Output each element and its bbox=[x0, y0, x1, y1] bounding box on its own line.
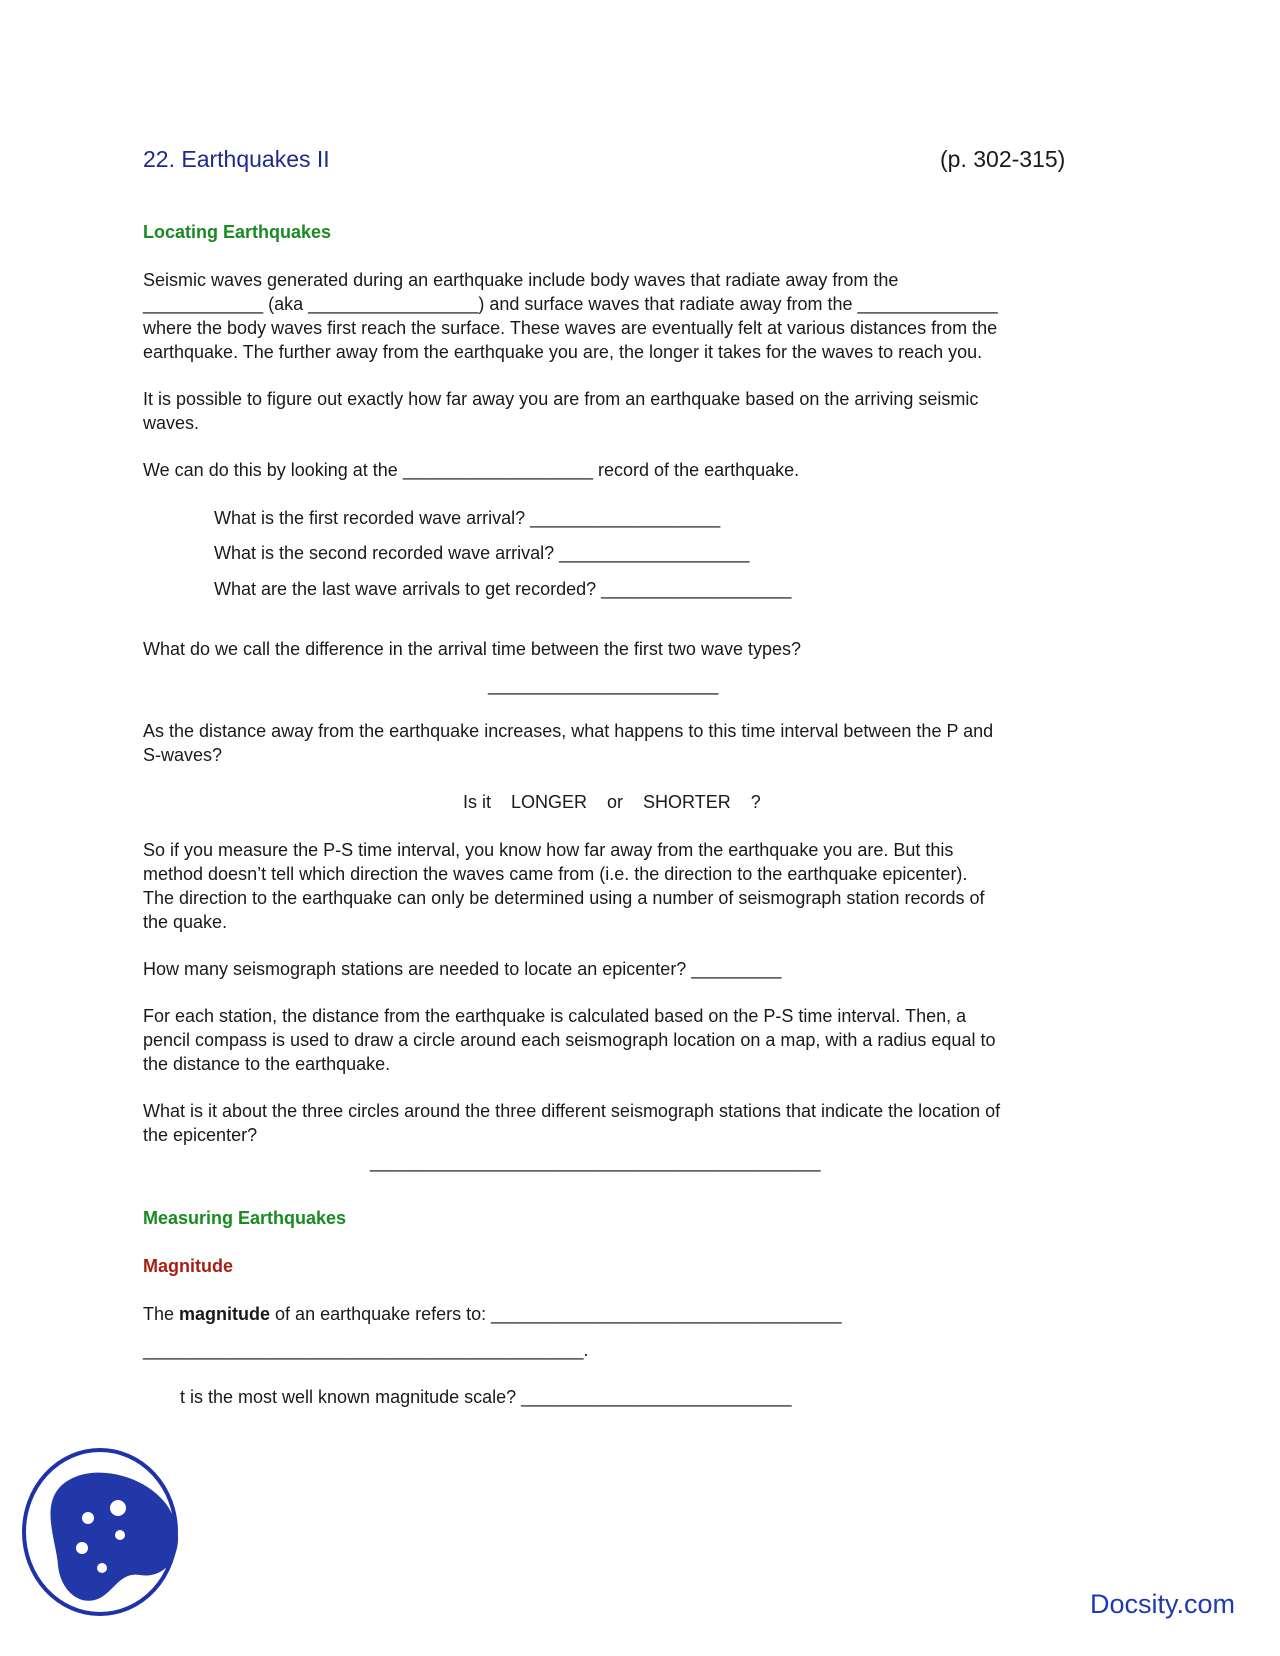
paragraph-line: For each station, the distance from the earthquake is calculated based on the P-S time interval. Then, a bbox=[143, 1006, 967, 1026]
paragraph-line: As the distance away from the earthquake increases, what happens to this time interval between the P and bbox=[143, 721, 994, 741]
page-range: (p. 302-315) bbox=[940, 146, 1066, 172]
paragraph-line: earthquake. The further away from the earthquake you are, the longer it takes for the waves to reach you. bbox=[143, 342, 983, 362]
text-run: The bbox=[143, 1304, 180, 1324]
magnitude-definition-line bbox=[143, 1302, 842, 1326]
longer-shorter-choice: Is it LONGER or SHORTER ? bbox=[463, 792, 761, 812]
paragraph-line: waves. bbox=[143, 413, 200, 433]
text-run: of an earthquake refers to: ___________________________________ bbox=[270, 1304, 842, 1324]
paragraph-line: pencil compass is used to draw a circle around each seismograph location on a map, with a radius equal to bbox=[143, 1030, 996, 1050]
subheading-magnitude: Magnitude bbox=[143, 1256, 233, 1276]
paragraph-line: What is it about the three circles around the three different seismograph stations that indicate the location of bbox=[143, 1101, 1001, 1121]
paragraph-line: Seismic waves generated during an earthquake include body waves that radiate away from the bbox=[143, 270, 899, 290]
paragraph-line: What do we call the difference in the arrival time between the first two wave types? bbox=[143, 639, 801, 659]
question-second-arrival: What is the second recorded wave arrival? ___________________ bbox=[214, 543, 750, 563]
answer-blank: _____________________________________________ bbox=[370, 1152, 821, 1172]
section-heading-measuring: Measuring Earthquakes bbox=[143, 1208, 347, 1228]
paragraph-line: ____________ (aka _________________) and surface waves that radiate away from the ______________ bbox=[143, 294, 998, 314]
magnitude-term: magnitude bbox=[179, 1304, 271, 1324]
docsity-watermark: Docsity.com bbox=[1090, 1589, 1236, 1619]
docsity-logo-icon bbox=[20, 1440, 190, 1620]
answer-blank: ____________________________________________. bbox=[143, 1340, 589, 1360]
paragraph-line: It is possible to figure out exactly how far away you are from an earthquake based on the arriving seismic bbox=[143, 389, 979, 409]
paragraph-line: the distance to the earthquake. bbox=[143, 1054, 391, 1074]
question-last-arrival: What are the last wave arrivals to get recorded? ___________________ bbox=[214, 579, 792, 599]
paragraph-line: where the body waves first reach the surface. These waves are eventually felt at various distances from the bbox=[143, 318, 998, 338]
section-heading-locating: Locating Earthquakes bbox=[143, 222, 332, 242]
question-first-arrival: What is the first recorded wave arrival? ___________________ bbox=[214, 508, 721, 528]
paragraph-line: S-waves? bbox=[143, 745, 223, 765]
paragraph-line: the quake. bbox=[143, 912, 228, 932]
page-title: 22. Earthquakes II bbox=[143, 146, 330, 172]
paragraph-line: method doesn’t tell which direction the waves came from (i.e. the direction to the earthquake epicenter). bbox=[143, 864, 968, 884]
paragraph-line: So if you measure the P-S time interval, you know how far away from the earthquake you are. But this bbox=[143, 840, 954, 860]
question-magnitude-scale: t is the most well known magnitude scale? ___________________________ bbox=[180, 1387, 792, 1407]
answer-blank: _______________________ bbox=[488, 675, 719, 695]
paragraph-line: the epicenter? bbox=[143, 1125, 258, 1145]
paragraph-line: We can do this by looking at the ___________________ record of the earthquake. bbox=[143, 460, 800, 480]
question-station-count: How many seismograph stations are needed to locate an epicenter? _________ bbox=[143, 959, 782, 979]
paragraph-line: The direction to the earthquake can only be determined using a number of seismograph station records of bbox=[143, 888, 985, 908]
